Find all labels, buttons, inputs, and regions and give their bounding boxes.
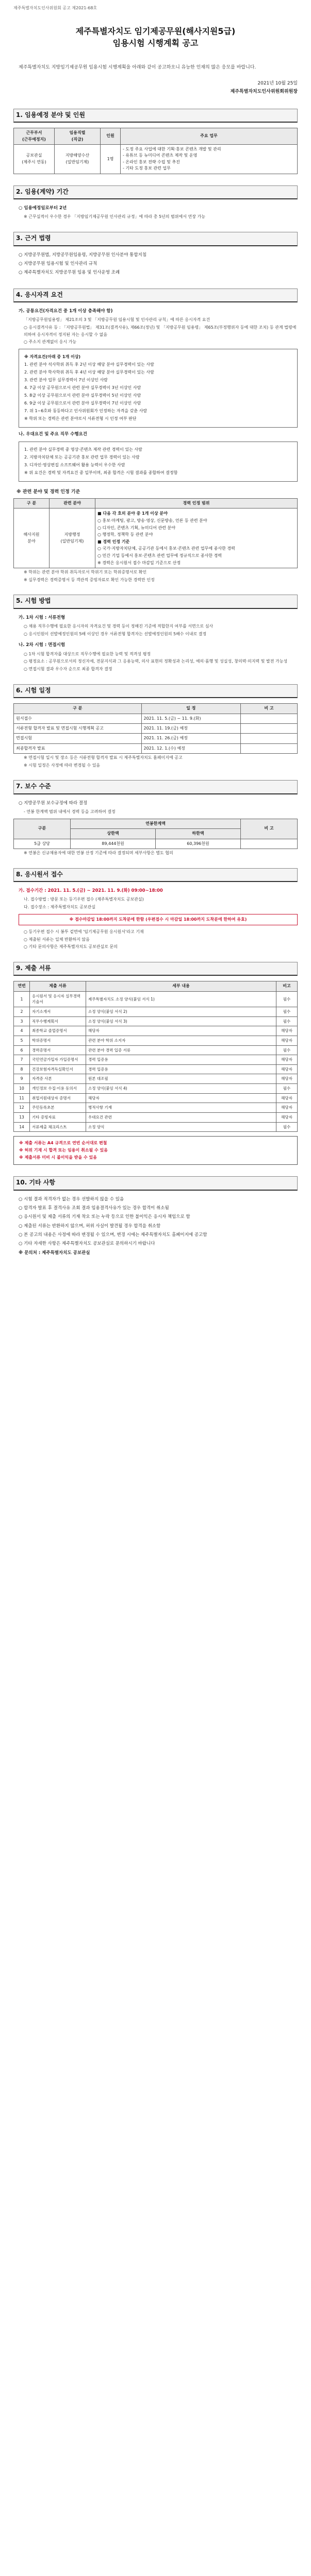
career-criteria-table bbox=[13, 498, 298, 568]
cell-date: 2021. 11. 5.(금) ~ 11. 9.(화) bbox=[141, 714, 241, 723]
pref-line: 1. 관련 분야 실무경력 중 영상·콘텐츠 제작 관련 경력이 있는 사람 bbox=[24, 447, 142, 452]
cell-range bbox=[95, 509, 298, 568]
document-page bbox=[0, 0, 311, 1268]
th-dept: 근무부서 (근무예정지) bbox=[14, 128, 55, 145]
apply-line: ○ 기타 문의사항은 제주특별자치도 공보관실로 문의 bbox=[24, 944, 118, 950]
exam-2-heading: 나. 2차 시험 : 면접시험 bbox=[19, 642, 66, 648]
exam-1-heading: 가. 1차 시험 : 서류전형 bbox=[19, 615, 66, 620]
cell-name: 기타 증빙자료 bbox=[30, 1112, 86, 1122]
positions-table bbox=[13, 128, 298, 174]
pay-note: ※ 연봉은 신규채용자에 대한 연봉 산정 기준에 따라 결정되며 세부사항은 별도 협의 bbox=[24, 850, 173, 855]
cell-detail: 관련 분야 경력 입증 서류 bbox=[86, 1045, 276, 1055]
law-line: ○ 지방공무원법, 지방공무원임용령, 지방공무원 인사분야 통합지침 bbox=[19, 252, 147, 258]
cell-detail: 병적사항 기재 bbox=[86, 1103, 276, 1113]
table-row bbox=[14, 1026, 298, 1036]
notice-number: 제주특별자치도인사위원회 공고 제2021-68호 bbox=[13, 6, 97, 10]
pref-line: 2. 지방자치단체 또는 공공기관 홍보 관련 업무 경력이 있는 사람 bbox=[24, 455, 140, 460]
th-date: 일 정 bbox=[141, 704, 241, 714]
cell-mark: 해당자 bbox=[276, 1103, 298, 1113]
schedule-note: ※ 면접시험 일시 및 장소 등은 서류전형 합격자 발표 시 제주특별자치도 홈페이지에 공고 bbox=[24, 755, 183, 760]
career-note: ※ 실무경력은 경력증명서 등 객관적 증빙자료로 확인 가능한 경력만 인정 bbox=[24, 577, 155, 582]
cell-item: 서류전형 합격자 발표 및 면접시험 시행계획 공고 bbox=[14, 723, 142, 733]
cell-pay-lower: 60,396천원 bbox=[156, 839, 241, 849]
exam-2-line: ○ 평정요소 : 공무원으로서의 정신자세, 전문지식과 그 응용능력, 의사 표현의 정확성과 논리성, 예의·품행 및 성실성, 창의력·의지력 및 발전 가능성 bbox=[24, 659, 288, 664]
range-line: ○ 민간 기업 등에서 홍보·콘텐츠 관련 업무에 정규직으로 종사한 경력 bbox=[97, 553, 222, 558]
career-note: ※ 학위는 관련 분야 학위 취득자로서 학위기 또는 학위증명서로 확인 bbox=[24, 570, 147, 575]
common-req-heading: 가. 공통요건(자격요건 중 1개 이상 충족해야 함) bbox=[19, 309, 113, 314]
th-duties: 주요 업무 bbox=[121, 128, 298, 145]
section-7 bbox=[13, 780, 298, 856]
cell-name: 서류제출 체크리스트 bbox=[30, 1122, 86, 1132]
duty-line: - 도정 주요 사업에 대한 기획·홍보 콘텐츠 개발 및 관리 bbox=[123, 147, 221, 152]
th-pay-limit: 연봉한계액 bbox=[71, 819, 241, 828]
range-line: ○ 디자인, 콘텐츠 기획, 뉴미디어 관련 분야 bbox=[97, 525, 175, 530]
table-row bbox=[14, 1055, 298, 1065]
law-line: ○ 제주특별자치도 지방공무원 임용 및 인사운영 조례 bbox=[19, 270, 120, 276]
section-2 bbox=[13, 185, 298, 221]
cell-category: 해사지원 분야 bbox=[14, 509, 50, 568]
warn-line: ※ 제출 서류는 A4 규격으로 연번 순서대로 편철 bbox=[19, 1141, 107, 1146]
cell-detail: 경력 입증용 bbox=[86, 1055, 276, 1065]
notice-date: 2021년 10월 25일 bbox=[257, 81, 298, 87]
qualification-box bbox=[19, 349, 298, 428]
qual-line: 4. 7급 이상 공무원으로서 관련 분야 실무경력이 3년 이상인 사람 bbox=[24, 385, 141, 390]
section-5 bbox=[13, 595, 298, 672]
section-9 bbox=[13, 962, 298, 1165]
cell-name: 개인정보 수집·이용 동의서 bbox=[30, 1084, 86, 1094]
cell-pay-upper: 89,444천원 bbox=[71, 839, 156, 849]
term-note: ※ 근무실적이 우수한 경우 「지방임기제공무원 인사관리 규정」에 따라 총 5년의 범위에서 연장 가능 bbox=[24, 214, 205, 219]
cell-name: 최종학교 졸업증명서 bbox=[30, 1026, 86, 1036]
warn-line: ※ 제출서류 미비 시 불이익을 받을 수 있음 bbox=[19, 1155, 97, 1160]
cell-no: 8 bbox=[14, 1064, 30, 1074]
cell-item: 최종합격자 발표 bbox=[14, 743, 142, 753]
apply-line: ○ 제출된 서류는 일체 반환하지 않음 bbox=[24, 937, 90, 942]
th-grade: 임용직렬 (직급) bbox=[55, 128, 101, 145]
career-criteria-heading: ※ 관련 분야 및 경력 인정 기준 bbox=[17, 489, 80, 495]
misc-line: ○ 시험 결과 적격자가 없는 경우 선발하지 않을 수 있음 bbox=[19, 1196, 124, 1202]
section-10 bbox=[13, 1176, 298, 1257]
cell-mark: 필수 bbox=[276, 1084, 298, 1094]
law-line: ○ 지방공무원 임용시험 및 인사관리 규칙 bbox=[19, 261, 97, 266]
salary-table bbox=[13, 819, 298, 849]
qual-line: ※ 학위 또는 경력은 관련 분야로서 서류전형 시 인정 여부 판단 bbox=[24, 416, 137, 421]
cell-mark: 필수 bbox=[276, 1007, 298, 1017]
apply-line: 나. 접수방법 : 방문 또는 등기우편 접수 (제주특별자치도 공보관실) bbox=[24, 897, 144, 902]
cell-name: 건강보험자격득실확인서 bbox=[30, 1064, 86, 1074]
documents-warning bbox=[13, 1136, 298, 1165]
title-block bbox=[13, 26, 298, 49]
cell-dept: 공보관실 (제주시 연동) bbox=[14, 145, 55, 174]
cell-mark: 해당자 bbox=[276, 1074, 298, 1084]
cell-no: 9 bbox=[14, 1074, 30, 1084]
cell-mark: 해당자 bbox=[276, 1055, 298, 1065]
th-doc-detail: 세부 내용 bbox=[86, 981, 276, 991]
range-line: ■ 다음 각 호의 분야 중 1개 이상 분야 bbox=[97, 511, 168, 516]
th-pay-upper: 상한액 bbox=[71, 829, 156, 839]
section-3-title: 3. 근거 법령 bbox=[13, 232, 298, 246]
section-2-title: 2. 임용(계약) 기간 bbox=[13, 185, 298, 200]
exam-1-line: ○ 채용 직무수행에 필요한 응시자의 자격요건 및 경력 등이 정해진 기준에 적합한지 여부를 서면으로 심사 bbox=[24, 624, 214, 629]
table-row bbox=[14, 1064, 298, 1074]
cell-detail: 우대요건 관련 bbox=[86, 1112, 276, 1122]
cell-name: 직무수행계획서 bbox=[30, 1016, 86, 1026]
table-row bbox=[14, 723, 298, 733]
cell-name: 주민등록초본 bbox=[30, 1103, 86, 1113]
th-field: 관련 분야 bbox=[50, 499, 95, 509]
cell-name: 응시원서 및 응시자 실무경력 기술서 bbox=[30, 991, 86, 1007]
cell-no: 3 bbox=[14, 1016, 30, 1026]
section-7-title: 7. 보수 수준 bbox=[13, 780, 298, 794]
table-row bbox=[14, 1122, 298, 1132]
cell-mark: 필수 bbox=[276, 1045, 298, 1055]
cell-name: 학위증명서 bbox=[30, 1036, 86, 1045]
duty-line: - 온라인 홍보 전략 수립 및 추진 bbox=[123, 159, 180, 164]
cell-detail: 소정 양식 bbox=[86, 1122, 276, 1132]
table-row bbox=[14, 1045, 298, 1055]
table-row bbox=[14, 1036, 298, 1045]
misc-line: ○ 합격자 발표 후 결격사유 조회 결과 임용결격사유가 있는 경우 합격이 취소됨 bbox=[19, 1206, 169, 1211]
section-4-title: 4. 응시자격 요건 bbox=[13, 289, 298, 303]
cell-detail: 소정 양식(붙임 서식 4) bbox=[86, 1084, 276, 1094]
cell-detail: 소정 양식(붙임 서식 3) bbox=[86, 1016, 276, 1026]
cell-no: 14 bbox=[14, 1122, 30, 1132]
table-row bbox=[14, 714, 298, 723]
cell-item: 원서접수 bbox=[14, 714, 142, 723]
exam-2-line: ○ 면접시험 결과 우수자 순으로 최종 합격자 결정 bbox=[24, 666, 112, 671]
req-line: ○ 응시결격사유 등 : 「지방공무원법」 제31조(결격사유), 제66조(정년) 및 「지방공무원 임용령」 제65조(부정행위자 등에 대한 조치) 등 관계 법령에 의하여 응시자격이 정지된 자는 응시할 수 없음 bbox=[24, 325, 297, 337]
signoff bbox=[13, 79, 298, 96]
preference-box bbox=[19, 442, 298, 482]
th-doc-no: 연번 bbox=[14, 981, 30, 991]
table-row bbox=[14, 991, 298, 1007]
cell-name: 자기소개서 bbox=[30, 1007, 86, 1017]
cell-remark bbox=[241, 734, 298, 743]
table-row bbox=[14, 1007, 298, 1017]
cell-remark bbox=[241, 743, 298, 753]
cell-field: 지방행정 (일반임기제) bbox=[50, 509, 95, 568]
table-row bbox=[14, 734, 298, 743]
cell-no: 12 bbox=[14, 1103, 30, 1113]
th-count: 인원 bbox=[101, 128, 121, 145]
cell-detail: 관련 분야 학위 소지자 bbox=[86, 1036, 276, 1045]
th-pay-lower: 하한액 bbox=[156, 829, 241, 839]
th-doc-name: 제출 서류 bbox=[30, 981, 86, 991]
cell-date: 2021. 12. 1.(수) 예정 bbox=[141, 743, 241, 753]
cell-name: 경력증명서 bbox=[30, 1045, 86, 1055]
section-6-title: 6. 시험 일정 bbox=[13, 684, 298, 699]
req-line: 「지방공무원임용령」 제21조의 3 및 「지방공무원 임용시험 및 인사관리 규칙」에 따른 응시자격 요건 bbox=[24, 317, 210, 323]
title-line-2: 임용시험 시행계획 공고 bbox=[112, 38, 199, 48]
section-4b bbox=[13, 489, 298, 583]
duty-line: - 기타 도정 홍보 관련 업무 bbox=[123, 166, 171, 171]
cell-mark: 해당자 bbox=[276, 1026, 298, 1036]
issuing-org: 제주특별자치도인사위원회위원장 bbox=[230, 89, 298, 95]
misc-line: ○ 제출된 서류는 반환하지 않으며, 허위 사실이 발견될 경우 합격을 취소함 bbox=[19, 1223, 161, 1229]
section-6 bbox=[13, 684, 298, 769]
cell-detail: 해당자 bbox=[86, 1026, 276, 1036]
table-row bbox=[14, 743, 298, 753]
section-3 bbox=[13, 232, 298, 277]
table-row bbox=[14, 1112, 298, 1122]
qual-line: 1. 관련 분야 석사학위 취득 후 2년 이상 해당 분야 실무경력이 있는 사람 bbox=[24, 362, 154, 367]
duty-line: - 유튜브 등 뉴미디어 콘텐츠 제작 및 운영 bbox=[123, 153, 198, 158]
cell-detail: 원본 대조필 bbox=[86, 1074, 276, 1084]
th-doc-mark: 비고 bbox=[276, 981, 298, 991]
table-row bbox=[14, 1016, 298, 1026]
misc-line: ○ 기타 자세한 사항은 제주특별자치도 공보관실로 문의하시기 바랍니다 bbox=[19, 1241, 155, 1247]
term-line: ○ 임용예정일로부터 2년 bbox=[19, 206, 67, 211]
section-1-title: 1. 임용예정 분야 및 인원 bbox=[13, 109, 298, 123]
pref-req-heading: 나. 우대요건 및 주요 직무 수행요건 bbox=[19, 431, 87, 437]
section-4 bbox=[13, 289, 298, 482]
apply-line: 다. 접수장소 : 제주특별자치도 공보관실 bbox=[24, 905, 96, 909]
cell-no: 4 bbox=[14, 1026, 30, 1036]
qual-line: ※ 자격요건(아래 중 1개 이상) bbox=[24, 354, 81, 359]
th-remark: 비 고 bbox=[241, 704, 298, 714]
pref-line: ※ 위 요건은 경력 및 자격요건 중 일부이며, 최종 합격은 시험 결과를 종합하여 결정함 bbox=[24, 470, 178, 476]
cell-remark bbox=[241, 723, 298, 733]
range-line: ※ 경력은 응시원서 접수 마감일 기준으로 산정 bbox=[97, 560, 181, 565]
cell-detail: 소정 양식(붙임 서식 2) bbox=[86, 1007, 276, 1017]
th-pay-category: 구분 bbox=[14, 819, 71, 839]
table-row bbox=[14, 1103, 298, 1113]
section-9-title: 9. 제출 서류 bbox=[13, 962, 298, 976]
exam-2-line: ○ 1차 시험 합격자를 대상으로 직무수행에 필요한 능력 및 적격성 평정 bbox=[24, 651, 151, 656]
apply-line: ○ 등기우편 접수 시 봉투 겉면에 '임기제공무원 응시원서'라고 기재 bbox=[24, 929, 144, 934]
cell-mark: 해당자 bbox=[276, 1093, 298, 1103]
cell-no: 5 bbox=[14, 1036, 30, 1045]
qual-line: 6. 9급 이상 공무원으로서 관련 분야 실무경력이 7년 이상인 사람 bbox=[24, 400, 141, 405]
title-line-1: 제주특별자치도 임기제공무원(해사지원5급) bbox=[75, 26, 236, 37]
period-line: 가. 접수기간 : 2021. 11. 5.(금) ~ 2021. 11. 9.(화) 09:00~18:00 bbox=[19, 888, 163, 894]
th-pay-remark: 비 고 bbox=[241, 819, 298, 839]
pay-line: ○ 지방공무원 보수규정에 따라 결정 bbox=[19, 800, 88, 806]
misc-line: ○ 본 공고의 내용은 사정에 따라 변경될 수 있으며, 변경 시에는 제주특별자치도 홈페이지에 공고함 bbox=[19, 1232, 207, 1238]
cell-pay-remark bbox=[241, 839, 298, 849]
cell-remark bbox=[241, 714, 298, 723]
cell-no: 13 bbox=[14, 1112, 30, 1122]
range-line: ○ 홍보·마케팅, 광고, 방송·영상, 신문방송, 언론 등 관련 분야 bbox=[97, 518, 207, 523]
th-category: 구 분 bbox=[14, 499, 50, 509]
cell-name: 국민연금가입자 가입증명서 bbox=[30, 1055, 86, 1065]
cell-no: 6 bbox=[14, 1045, 30, 1055]
range-line: ○ 행정학, 정책학 등 관련 분야 bbox=[97, 532, 153, 537]
cell-no: 7 bbox=[14, 1055, 30, 1065]
cell-name: 취업지원대상자 증명서 bbox=[30, 1093, 86, 1103]
cell-mark: 필수 bbox=[276, 1122, 298, 1132]
contact-line: ※ 문의처 : 제주특별자치도 공보관실 bbox=[19, 1250, 90, 1256]
cell-pay-grade: 5급 상당 bbox=[14, 839, 71, 849]
section-5-title: 5. 시험 방법 bbox=[13, 595, 298, 609]
qual-line: 7. 위 1~6호와 동등하다고 인사위원회가 인정하는 자격을 갖춘 사람 bbox=[24, 408, 148, 413]
exam-1-line: ○ 응시인원이 선발예정인원의 5배 이상인 경우 서류전형 합격자는 선발예정인원의 5배수 이내로 결정 bbox=[24, 631, 207, 636]
qual-line: 2. 관련 분야 학사학위 취득 후 4년 이상 해당 분야 실무경력이 있는 사람 bbox=[24, 369, 154, 375]
cell-mark: 해당자 bbox=[276, 1112, 298, 1122]
cell-mark: 해당자 bbox=[276, 1064, 298, 1074]
table-row bbox=[14, 1084, 298, 1094]
qual-line: 5. 8급 이상 공무원으로서 관련 분야 실무경력이 5년 이상인 사람 bbox=[24, 393, 141, 398]
th-item: 구 분 bbox=[14, 704, 142, 714]
cell-date: 2021. 11. 26.(금) 예정 bbox=[141, 734, 241, 743]
cell-no: 2 bbox=[14, 1007, 30, 1017]
pay-line: - 연봉 한계액 범위 내에서 경력 등을 고려하여 결정 bbox=[24, 809, 116, 815]
pref-line: 3. 디자인·영상편집 소프트웨어 활용 능력이 우수한 사람 bbox=[24, 463, 125, 468]
section-8-title: 8. 응시원서 접수 bbox=[13, 868, 298, 883]
cell-mark: 필수 bbox=[276, 1016, 298, 1026]
cell-detail: 해당자 bbox=[86, 1093, 276, 1103]
deadline-notice: ※ 접수마감일 18:00까지 도착분에 한함 (우편접수 시 마감일 18:00까지 도착분에 한하여 유효) bbox=[19, 914, 298, 925]
cell-detail: 제주특별자치도 소정 양식(붙임 서식 1) bbox=[86, 991, 276, 1007]
warn-line: ※ 허위 기재 시 합격 또는 임용이 취소될 수 있음 bbox=[19, 1148, 108, 1153]
range-line: ○ 국가·지방자치단체, 공공기관 등에서 홍보·콘텐츠 관련 업무에 종사한 경력 bbox=[97, 546, 235, 551]
cell-no: 11 bbox=[14, 1093, 30, 1103]
documents-table bbox=[13, 981, 298, 1132]
intro-paragraph: 제주특별자치도 지방임기제공무원 임용시험 시행계획을 아래와 같이 공고하오니 유능한 인재의 많은 응모를 바랍니다. bbox=[19, 65, 256, 71]
table-row bbox=[14, 1093, 298, 1103]
section-1 bbox=[13, 109, 298, 174]
req-line: ○ 주소지 관계없이 응시 가능 bbox=[24, 340, 77, 345]
schedule-note: ※ 시험 일정은 사정에 따라 변경될 수 있음 bbox=[24, 762, 101, 768]
range-line: ■ 경력 인정 기준 bbox=[97, 539, 130, 544]
table-row bbox=[14, 1074, 298, 1084]
cell-date: 2021. 11. 19.(금) 예정 bbox=[141, 723, 241, 733]
th-range: 경력 인정 범위 bbox=[95, 499, 298, 509]
cell-no: 1 bbox=[14, 991, 30, 1007]
cell-mark: 필수 bbox=[276, 991, 298, 1007]
schedule-table bbox=[13, 703, 298, 754]
cell-item: 면접시험 bbox=[14, 734, 142, 743]
cell-count: 1명 bbox=[101, 145, 121, 174]
section-10-title: 10. 기타 사항 bbox=[13, 1176, 298, 1191]
cell-no: 10 bbox=[14, 1084, 30, 1094]
misc-line: ○ 응시원서 및 제출 서류의 기재 착오 또는 누락 등으로 인한 불이익은 응시자 책임으로 함 bbox=[19, 1214, 190, 1220]
cell-mark: 해당자 bbox=[276, 1036, 298, 1045]
section-8 bbox=[13, 868, 298, 951]
cell-detail: 경력 입증용 bbox=[86, 1064, 276, 1074]
qual-line: 3. 관련 분야 업무 실무경력이 7년 이상인 사람 bbox=[24, 377, 108, 382]
cell-grade: 지방해양수산 (일반임기제) bbox=[55, 145, 101, 174]
cell-duties bbox=[121, 145, 298, 174]
cell-name: 자격증 사본 bbox=[30, 1074, 86, 1084]
